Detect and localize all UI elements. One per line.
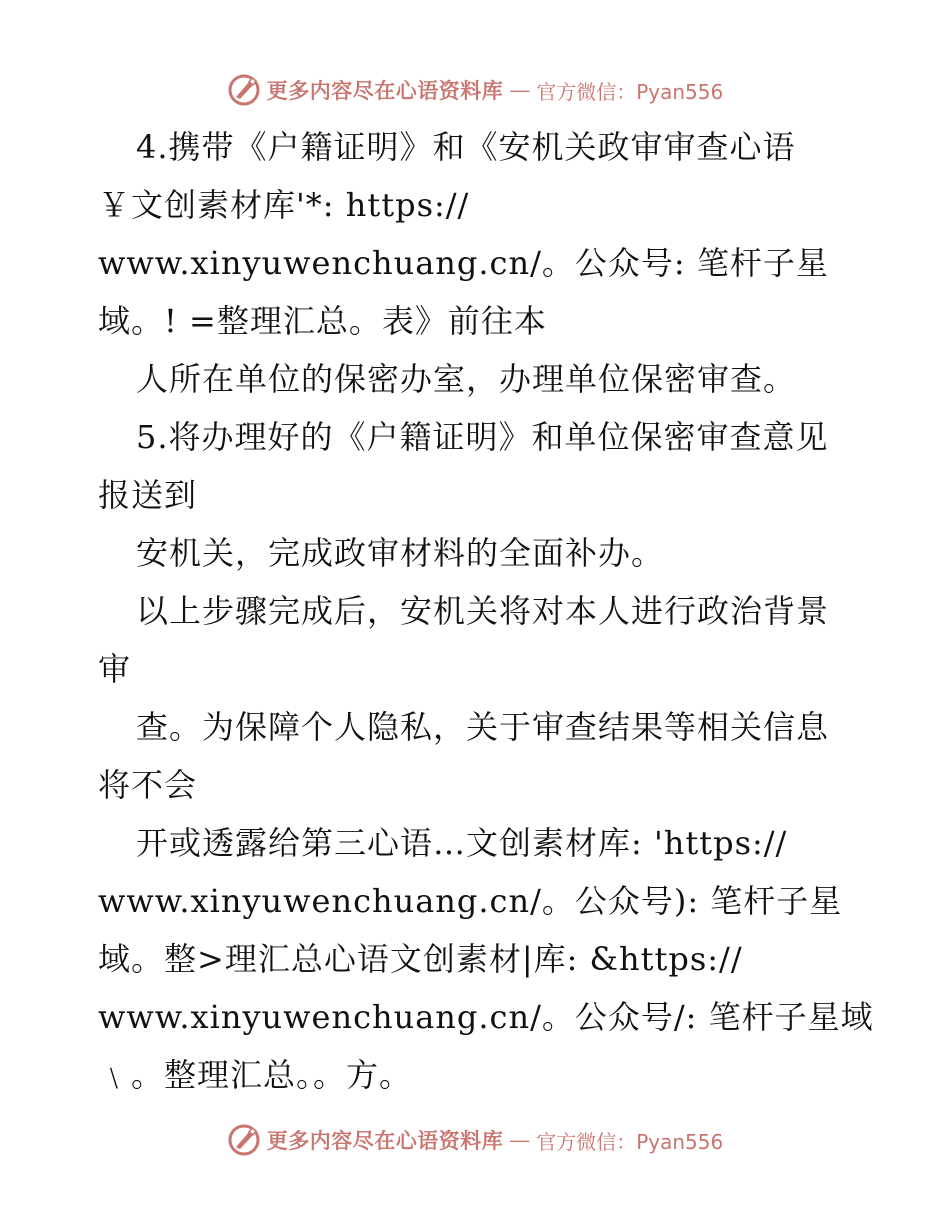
text-line: 安机关，完成政审材料的全面补办。: [136, 534, 665, 572]
text-line: 人所在单位的保密办室，办理单位保密审查。: [136, 360, 797, 398]
text-line: 以上步骤完成后，安机关将对本人进行政治背景: [136, 592, 830, 630]
brand-logo-icon: [227, 73, 261, 107]
banner-wechat: 官方微信：Pyan556: [536, 1129, 724, 1154]
text-line: 开或透露给第三心语…文创素材库: 'https://: [136, 824, 788, 862]
banner-text: 更多内容尽在心语资料库: [266, 78, 504, 103]
text-line: www.xinyuwenchuang.cn/。公众号/: 笔杆子星域: [98, 998, 874, 1036]
text-line: www.xinyuwenchuang.cn/。公众号): 笔杆子星: [98, 882, 843, 920]
text-line: 报送到: [98, 476, 198, 514]
header-banner: [0, 70, 950, 110]
text-line: ﹨。整理汇总。。方。: [98, 1056, 413, 1094]
text-line: www.xinyuwenchuang.cn/。公众号: 笔杆子星: [98, 244, 829, 282]
text-line: 域。整>理汇总心语文创素材|库: &https://: [98, 940, 743, 978]
text-line: 将不会: [98, 766, 198, 804]
text-line: 审: [98, 650, 132, 688]
text-line: 查。为保障个人隐私，关于审查结果等相关信息: [136, 708, 830, 746]
text-line: 域。! =整理汇总。表》前往本: [98, 302, 547, 340]
text-line: 5.将办理好的《户籍证明》和单位保密审查意见: [136, 418, 829, 456]
text-line: 4.携带《户籍证明》和《安机关政审审查心语: [136, 128, 796, 166]
footer-banner: [0, 1120, 950, 1160]
banner-separator: —: [509, 1128, 531, 1152]
document-body: [98, 118, 898, 1104]
brand-logo-icon: [227, 1123, 261, 1157]
text-line: ￥文创素材库'*: https://: [98, 186, 470, 224]
banner-text: 更多内容尽在心语资料库: [266, 1128, 504, 1153]
banner-separator: —: [509, 78, 531, 102]
banner-wechat: 官方微信：Pyan556: [536, 79, 724, 104]
